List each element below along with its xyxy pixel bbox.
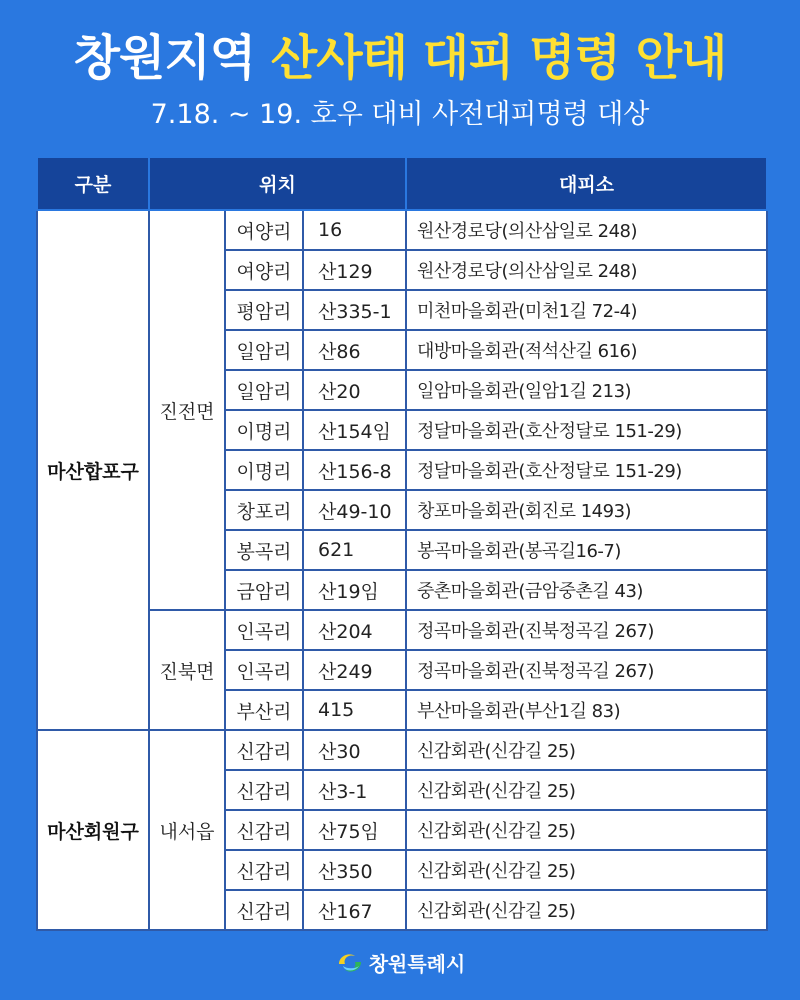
- title-highlight: 산사태 대피 명령 안내: [270, 30, 727, 86]
- village-cell: 신감리: [225, 730, 303, 770]
- lot-number-cell: 산156-8: [303, 450, 406, 490]
- table-header-row: [37, 157, 767, 210]
- changwon-city-logo-icon: [335, 950, 365, 976]
- shelter-cell: 신감회관(신감길 25): [406, 730, 767, 770]
- column-header-location: 위치: [149, 157, 406, 210]
- shelter-cell: 봉곡마을회관(봉곡길16-7): [406, 530, 767, 570]
- lot-number-cell: 산129: [303, 250, 406, 290]
- district-cell: 마산합포구: [37, 210, 149, 730]
- lot-number-cell: 16: [303, 210, 406, 250]
- lot-number-cell: 산204: [303, 610, 406, 650]
- lot-number-cell: 산86: [303, 330, 406, 370]
- shelter-cell: 신감회관(신감길 25): [406, 770, 767, 810]
- town-cell: 진북면: [149, 610, 225, 730]
- village-cell: 일암리: [225, 370, 303, 410]
- shelter-cell: 중촌마을회관(금암중촌길 43): [406, 570, 767, 610]
- village-cell: 여양리: [225, 210, 303, 250]
- shelter-cell: 원산경로당(의산삼일로 248): [406, 210, 767, 250]
- lot-number-cell: 산75임: [303, 810, 406, 850]
- village-cell: 일암리: [225, 330, 303, 370]
- shelter-cell: 신감회관(신감길 25): [406, 810, 767, 850]
- table-row: [37, 210, 767, 250]
- page-title: [0, 28, 800, 88]
- shelter-cell: 일암마을회관(일암1길 213): [406, 370, 767, 410]
- lot-number-cell: 산30: [303, 730, 406, 770]
- footer: [0, 948, 800, 980]
- shelter-cell: 정달마을회관(호산정달로 151-29): [406, 410, 767, 450]
- table-row: [37, 730, 767, 770]
- title-part1: 창원지역: [73, 30, 271, 86]
- lot-number-cell: 415: [303, 690, 406, 730]
- village-cell: 인곡리: [225, 610, 303, 650]
- shelter-cell: 정달마을회관(호산정달로 151-29): [406, 450, 767, 490]
- shelter-cell: 원산경로당(의산삼일로 248): [406, 250, 767, 290]
- village-cell: 인곡리: [225, 650, 303, 690]
- column-header-shelter: 대피소: [406, 157, 767, 210]
- logo-text: 창원특례시: [368, 952, 466, 976]
- lot-number-cell: 산19임: [303, 570, 406, 610]
- shelter-cell: 신감회관(신감길 25): [406, 890, 767, 930]
- village-cell: 봉곡리: [225, 530, 303, 570]
- shelter-cell: 부산마을회관(부산1길 83): [406, 690, 767, 730]
- village-cell: 평암리: [225, 290, 303, 330]
- town-cell: 진전면: [149, 210, 225, 610]
- page-subtitle: 7.18. ~ 19. 호우 대비 사전대피명령 대상: [150, 99, 650, 130]
- lot-number-cell: 산350: [303, 850, 406, 890]
- shelter-cell: 대방마을회관(적석산길 616): [406, 330, 767, 370]
- village-cell: 부산리: [225, 690, 303, 730]
- village-cell: 신감리: [225, 890, 303, 930]
- table-body: [37, 210, 767, 930]
- shelter-cell: 정곡마을회관(진북정곡길 267): [406, 610, 767, 650]
- shelter-cell: 신감회관(신감길 25): [406, 850, 767, 890]
- lot-number-cell: 621: [303, 530, 406, 570]
- column-header-category: 구분: [37, 157, 149, 210]
- header: [0, 28, 800, 132]
- village-cell: 창포리: [225, 490, 303, 530]
- evacuation-table: [36, 156, 768, 931]
- village-cell: 신감리: [225, 810, 303, 850]
- shelter-cell: 정곡마을회관(진북정곡길 267): [406, 650, 767, 690]
- shelter-cell: 미천마을회관(미천1길 72-4): [406, 290, 767, 330]
- village-cell: 신감리: [225, 850, 303, 890]
- village-cell: 이명리: [225, 450, 303, 490]
- village-cell: 신감리: [225, 770, 303, 810]
- city-logo: [335, 948, 466, 977]
- lot-number-cell: 산49-10: [303, 490, 406, 530]
- village-cell: 금암리: [225, 570, 303, 610]
- lot-number-cell: 산20: [303, 370, 406, 410]
- lot-number-cell: 산3-1: [303, 770, 406, 810]
- lot-number-cell: 산249: [303, 650, 406, 690]
- village-cell: 여양리: [225, 250, 303, 290]
- lot-number-cell: 산154임: [303, 410, 406, 450]
- shelter-cell: 창포마을회관(회진로 1493): [406, 490, 767, 530]
- lot-number-cell: 산167: [303, 890, 406, 930]
- village-cell: 이명리: [225, 410, 303, 450]
- town-cell: 내서읍: [149, 730, 225, 930]
- district-cell: 마산회원구: [37, 730, 149, 930]
- lot-number-cell: 산335-1: [303, 290, 406, 330]
